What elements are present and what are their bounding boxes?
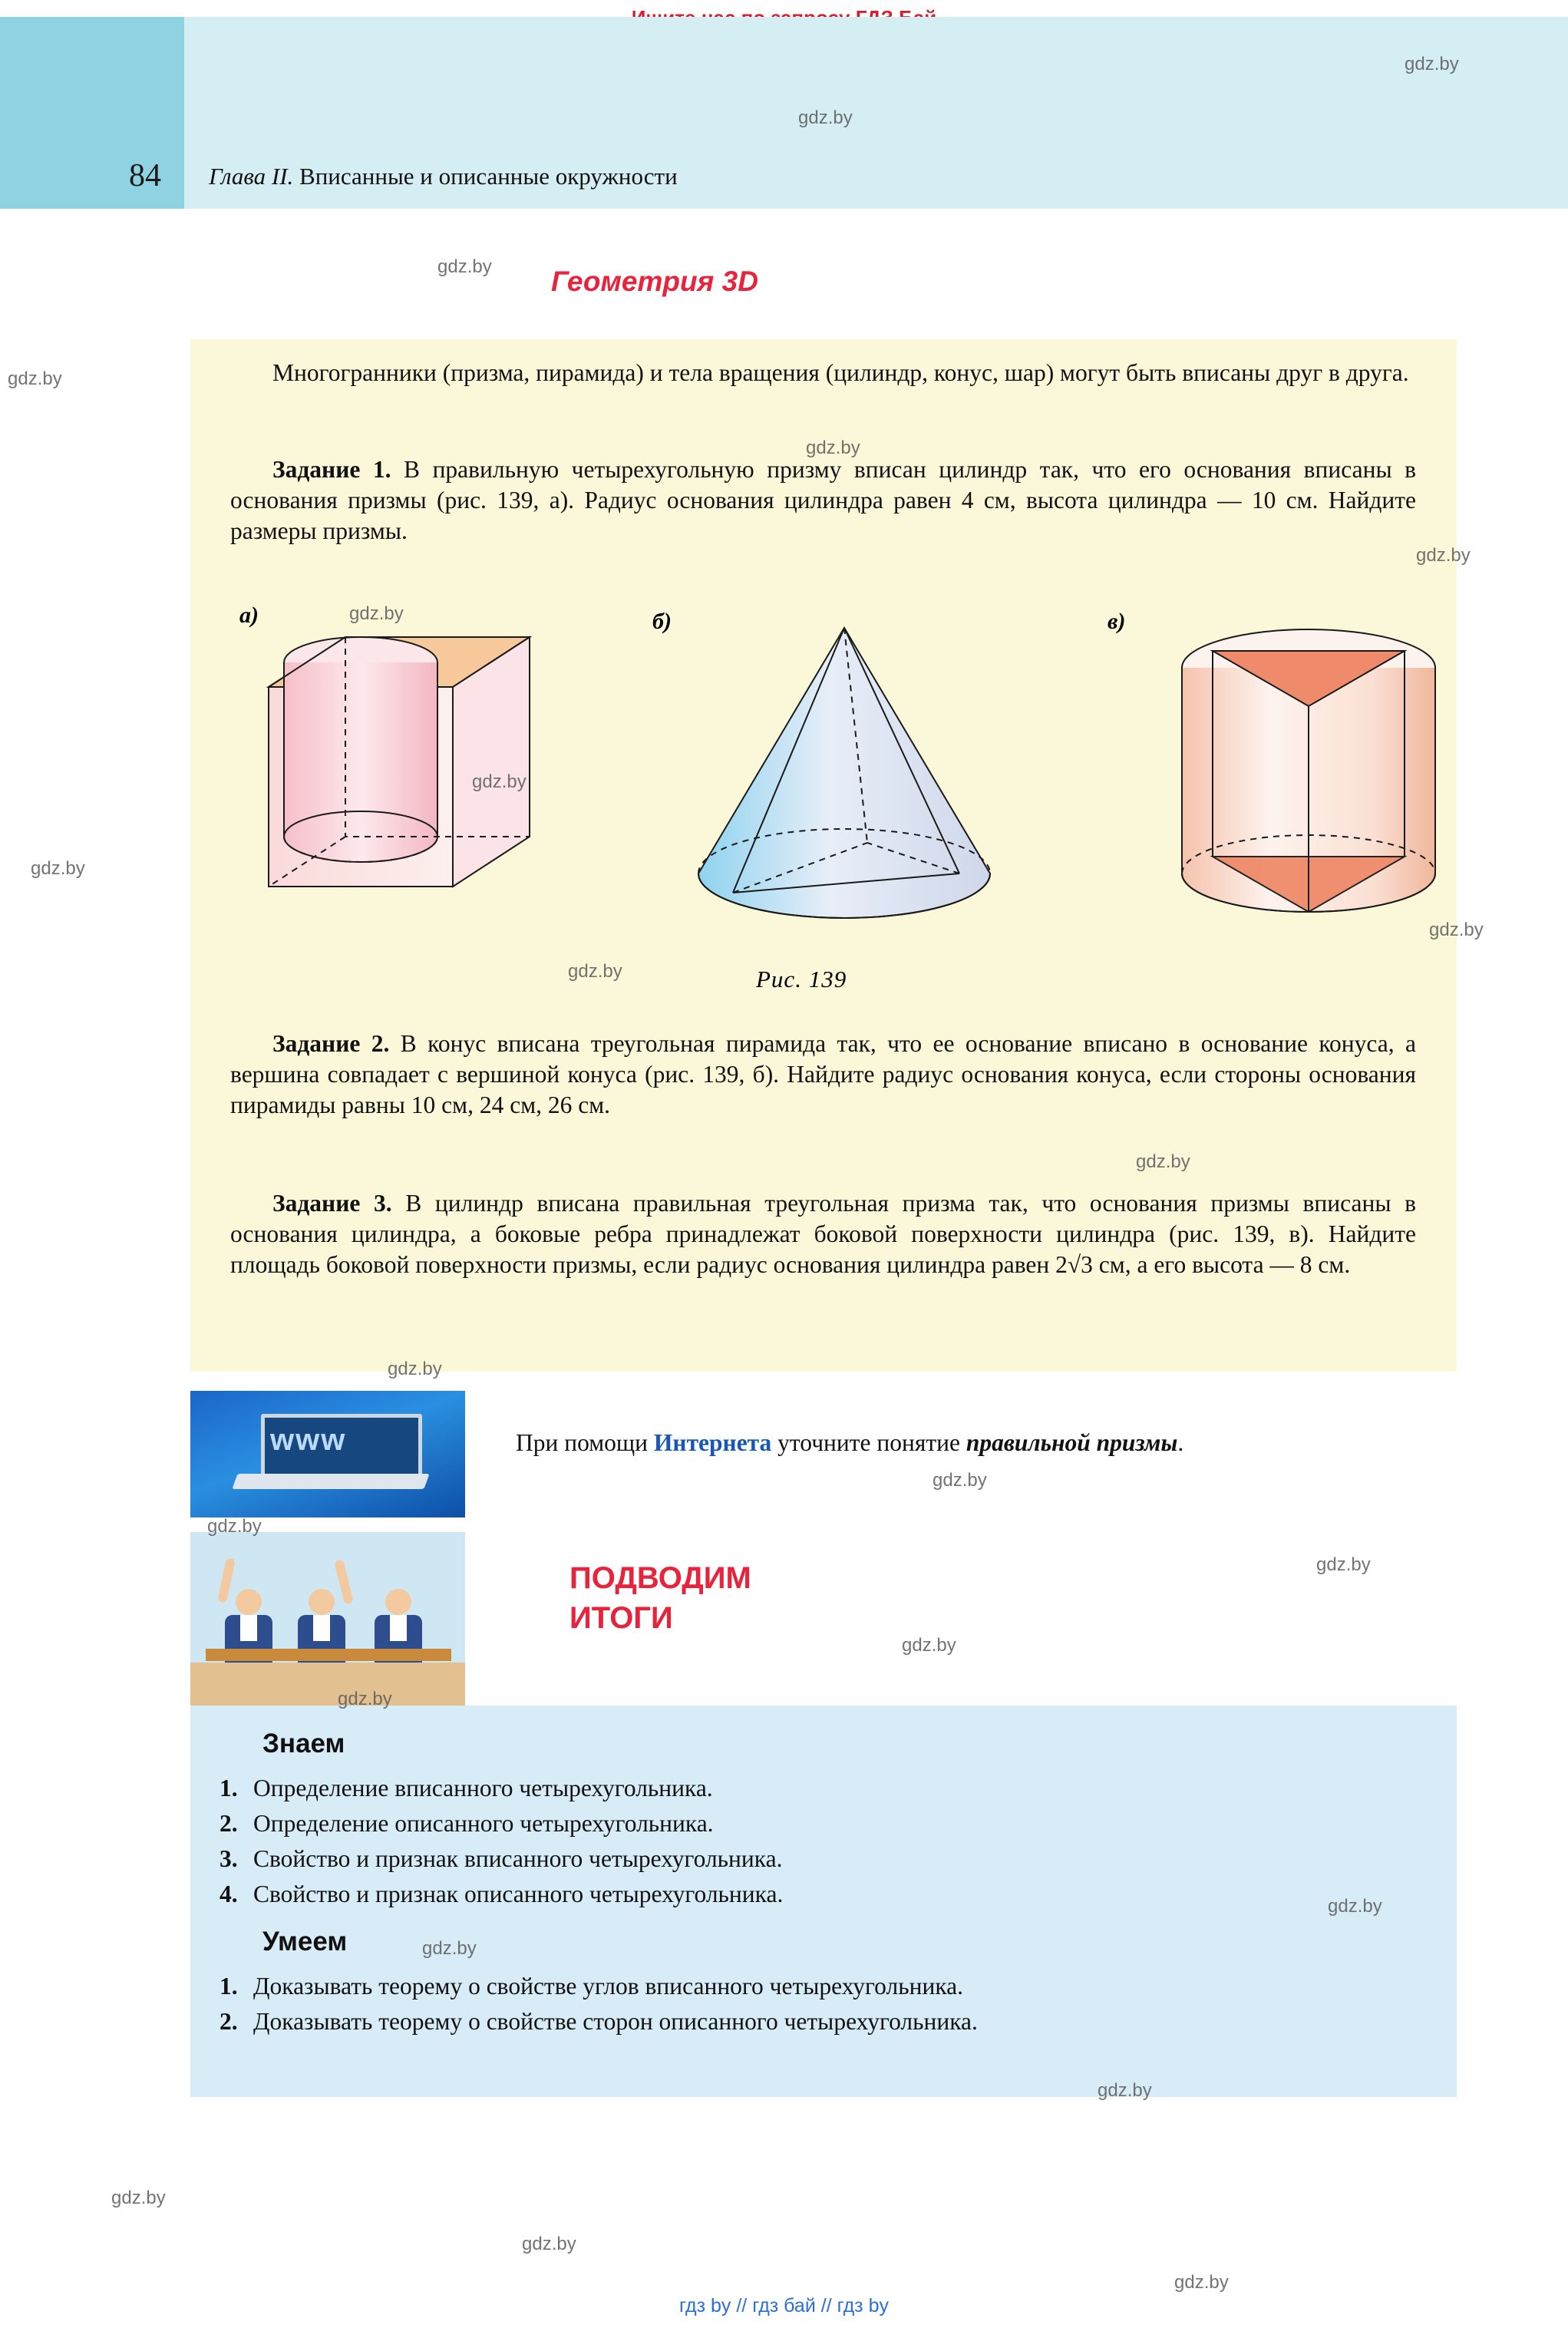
- watermark: gdz.by: [1416, 545, 1471, 566]
- watermark: gdz.by: [1098, 2080, 1152, 2101]
- intro-paragraph: [230, 358, 1416, 388]
- task-2-label: Задание 2.: [272, 1030, 390, 1057]
- list-item: 2. Доказывать теорему о свойстве сторон описанного четырехугольника.: [220, 2008, 978, 2035]
- watermark: gdz.by: [1405, 54, 1459, 74]
- head-shape: [236, 1589, 262, 1615]
- know-item-text: Определение вписанного четырехугольника.: [253, 1775, 713, 1801]
- summary-heading: [569, 1558, 751, 1638]
- raised-arm-icon: [334, 1559, 354, 1604]
- www-text: www: [270, 1423, 347, 1457]
- figure-prism-cylinder: [253, 614, 576, 952]
- watermark: gdz.by: [31, 858, 85, 879]
- footer-links[interactable]: гдз by // гдз бай // гдз bу: [679, 2295, 889, 2317]
- watermark: gdz.by: [338, 1689, 392, 1709]
- watermark: gdz.by: [798, 107, 853, 128]
- know-title: Знаем: [262, 1729, 345, 1758]
- know-item-text: Определение описанного четырехугольника.: [253, 1810, 714, 1837]
- chapter-title: [209, 163, 678, 190]
- task-3-label: Задание 3.: [272, 1190, 392, 1217]
- chapter-name: Вписанные и описанные окружности: [299, 163, 678, 190]
- watermark: gdz.by: [806, 438, 860, 458]
- watermark: gdz.by: [1429, 920, 1484, 940]
- figure-label-b: б): [652, 609, 672, 634]
- watermark: gdz.by: [1174, 2272, 1229, 2293]
- figure-caption: Рис. 139: [756, 966, 847, 992]
- floor-shape: [190, 1663, 465, 1709]
- task-1-label: Задание 1.: [272, 456, 391, 483]
- raised-arm-icon: [217, 1557, 236, 1603]
- head-shape: [385, 1589, 411, 1615]
- watermark: gdz.by: [933, 1470, 987, 1491]
- list-item: 3. Свойство и признак вписанного четырехугольника.: [220, 1845, 783, 1872]
- watermark: gdz.by: [1136, 1151, 1190, 1172]
- summary-heading-line2: ИТОГИ: [569, 1601, 673, 1635]
- laptop-base-icon: [232, 1474, 429, 1489]
- head-shape: [309, 1589, 335, 1615]
- task-3-text: В цилиндр вписана правильная треугольная призма так, что основания призмы вписаны в основания цилиндра, а боковые ребра принадлежат боковой поверхности цилиндра (рис. 139, в). Найдите площадь боковой поверхности призмы, если радиус основания цилиндра равен 2√3 см, а его высота — 8 см.: [230, 1190, 1416, 1278]
- task-1-text: В правильную четырехугольную призму вписан цилиндр так, что его основания вписаны в основания призмы (рис. 139, а). Радиус основания цилиндра равен 4 см, высота цилиндра — 10 см. Найдите размеры призмы.: [230, 456, 1417, 544]
- internet-emphasis: правильной призмы: [966, 1429, 1178, 1456]
- figure-cone-pyramid: [675, 620, 1013, 943]
- can-item-text: Доказывать теорему о свойстве углов вписанного четырехугольника.: [253, 1973, 964, 2000]
- task-3: [230, 1188, 1416, 1280]
- shirt-shape: [390, 1615, 407, 1641]
- know-item-text: Свойство и признак вписанного четырехугольника.: [253, 1845, 783, 1872]
- list-item: 4. Свойство и признак описанного четырехугольника.: [220, 1881, 784, 1907]
- can-title: Умеем: [262, 1927, 348, 1957]
- figure-label-a: а): [239, 603, 259, 628]
- figure-cylinder-prism: [1167, 620, 1451, 943]
- students-illustration: [190, 1532, 465, 1709]
- task-2: [230, 1029, 1416, 1121]
- internet-link[interactable]: Интернета: [653, 1429, 772, 1456]
- watermark: gdz.by: [349, 603, 404, 624]
- page-number: 84: [129, 158, 161, 193]
- watermark: gdz.by: [437, 256, 492, 277]
- intro-text: Многогранники (призма, пирамида) и тела вращения (цилиндр, конус, шар) могут быть вписаны друг в друга.: [272, 359, 1409, 386]
- watermark: gdz.by: [902, 1635, 956, 1656]
- shirt-shape: [313, 1615, 330, 1641]
- watermark: gdz.by: [1316, 1554, 1371, 1575]
- list-item: 1. Определение вписанного четырехугольника.: [220, 1775, 713, 1801]
- list-item: 2. Определение описанного четырехугольника.: [220, 1810, 714, 1837]
- watermark: gdz.by: [472, 771, 527, 792]
- list-item: 1. Доказывать теорему о свойстве углов вписанного четырехугольника.: [220, 1973, 964, 2000]
- internet-middle: уточните понятие: [771, 1429, 966, 1456]
- watermark: gdz.by: [522, 2234, 576, 2254]
- summary-heading-line1: ПОДВОДИМ: [569, 1561, 751, 1595]
- internet-prefix: При помощи: [516, 1429, 654, 1456]
- watermark: gdz.by: [207, 1516, 262, 1537]
- watermark: gdz.by: [422, 1938, 477, 1959]
- figure-label-c: в): [1108, 609, 1126, 634]
- watermark: gdz.by: [388, 1359, 442, 1379]
- task-1: [230, 454, 1416, 547]
- can-item-text: Доказывать теорему о свойстве сторон описанного четырехугольника.: [253, 2008, 978, 2035]
- shirt-shape: [240, 1615, 257, 1641]
- section-title: Геометрия 3D: [551, 266, 758, 297]
- task-2-text: В конус вписана треугольная пирамида так, что ее основание вписано в основание конуса, а вершина совпадает с вершиной конуса (рис. 139, б). Найдите радиус основания конуса, если стороны основания пирамиды равны 10 см, 24 см, 26 см.: [230, 1030, 1417, 1118]
- internet-suffix: .: [1177, 1429, 1184, 1456]
- internet-task-text: [516, 1429, 1460, 1457]
- watermark: gdz.by: [111, 2188, 166, 2208]
- watermark: gdz.by: [8, 368, 62, 389]
- desk-shape: [206, 1649, 451, 1661]
- chapter-prefix: Глава II.: [209, 163, 294, 190]
- know-item-text: Свойство и признак описанного четырехугольника.: [253, 1881, 784, 1907]
- watermark: gdz.by: [568, 961, 622, 982]
- internet-illustration: [190, 1391, 465, 1517]
- watermark: gdz.by: [1328, 1896, 1382, 1917]
